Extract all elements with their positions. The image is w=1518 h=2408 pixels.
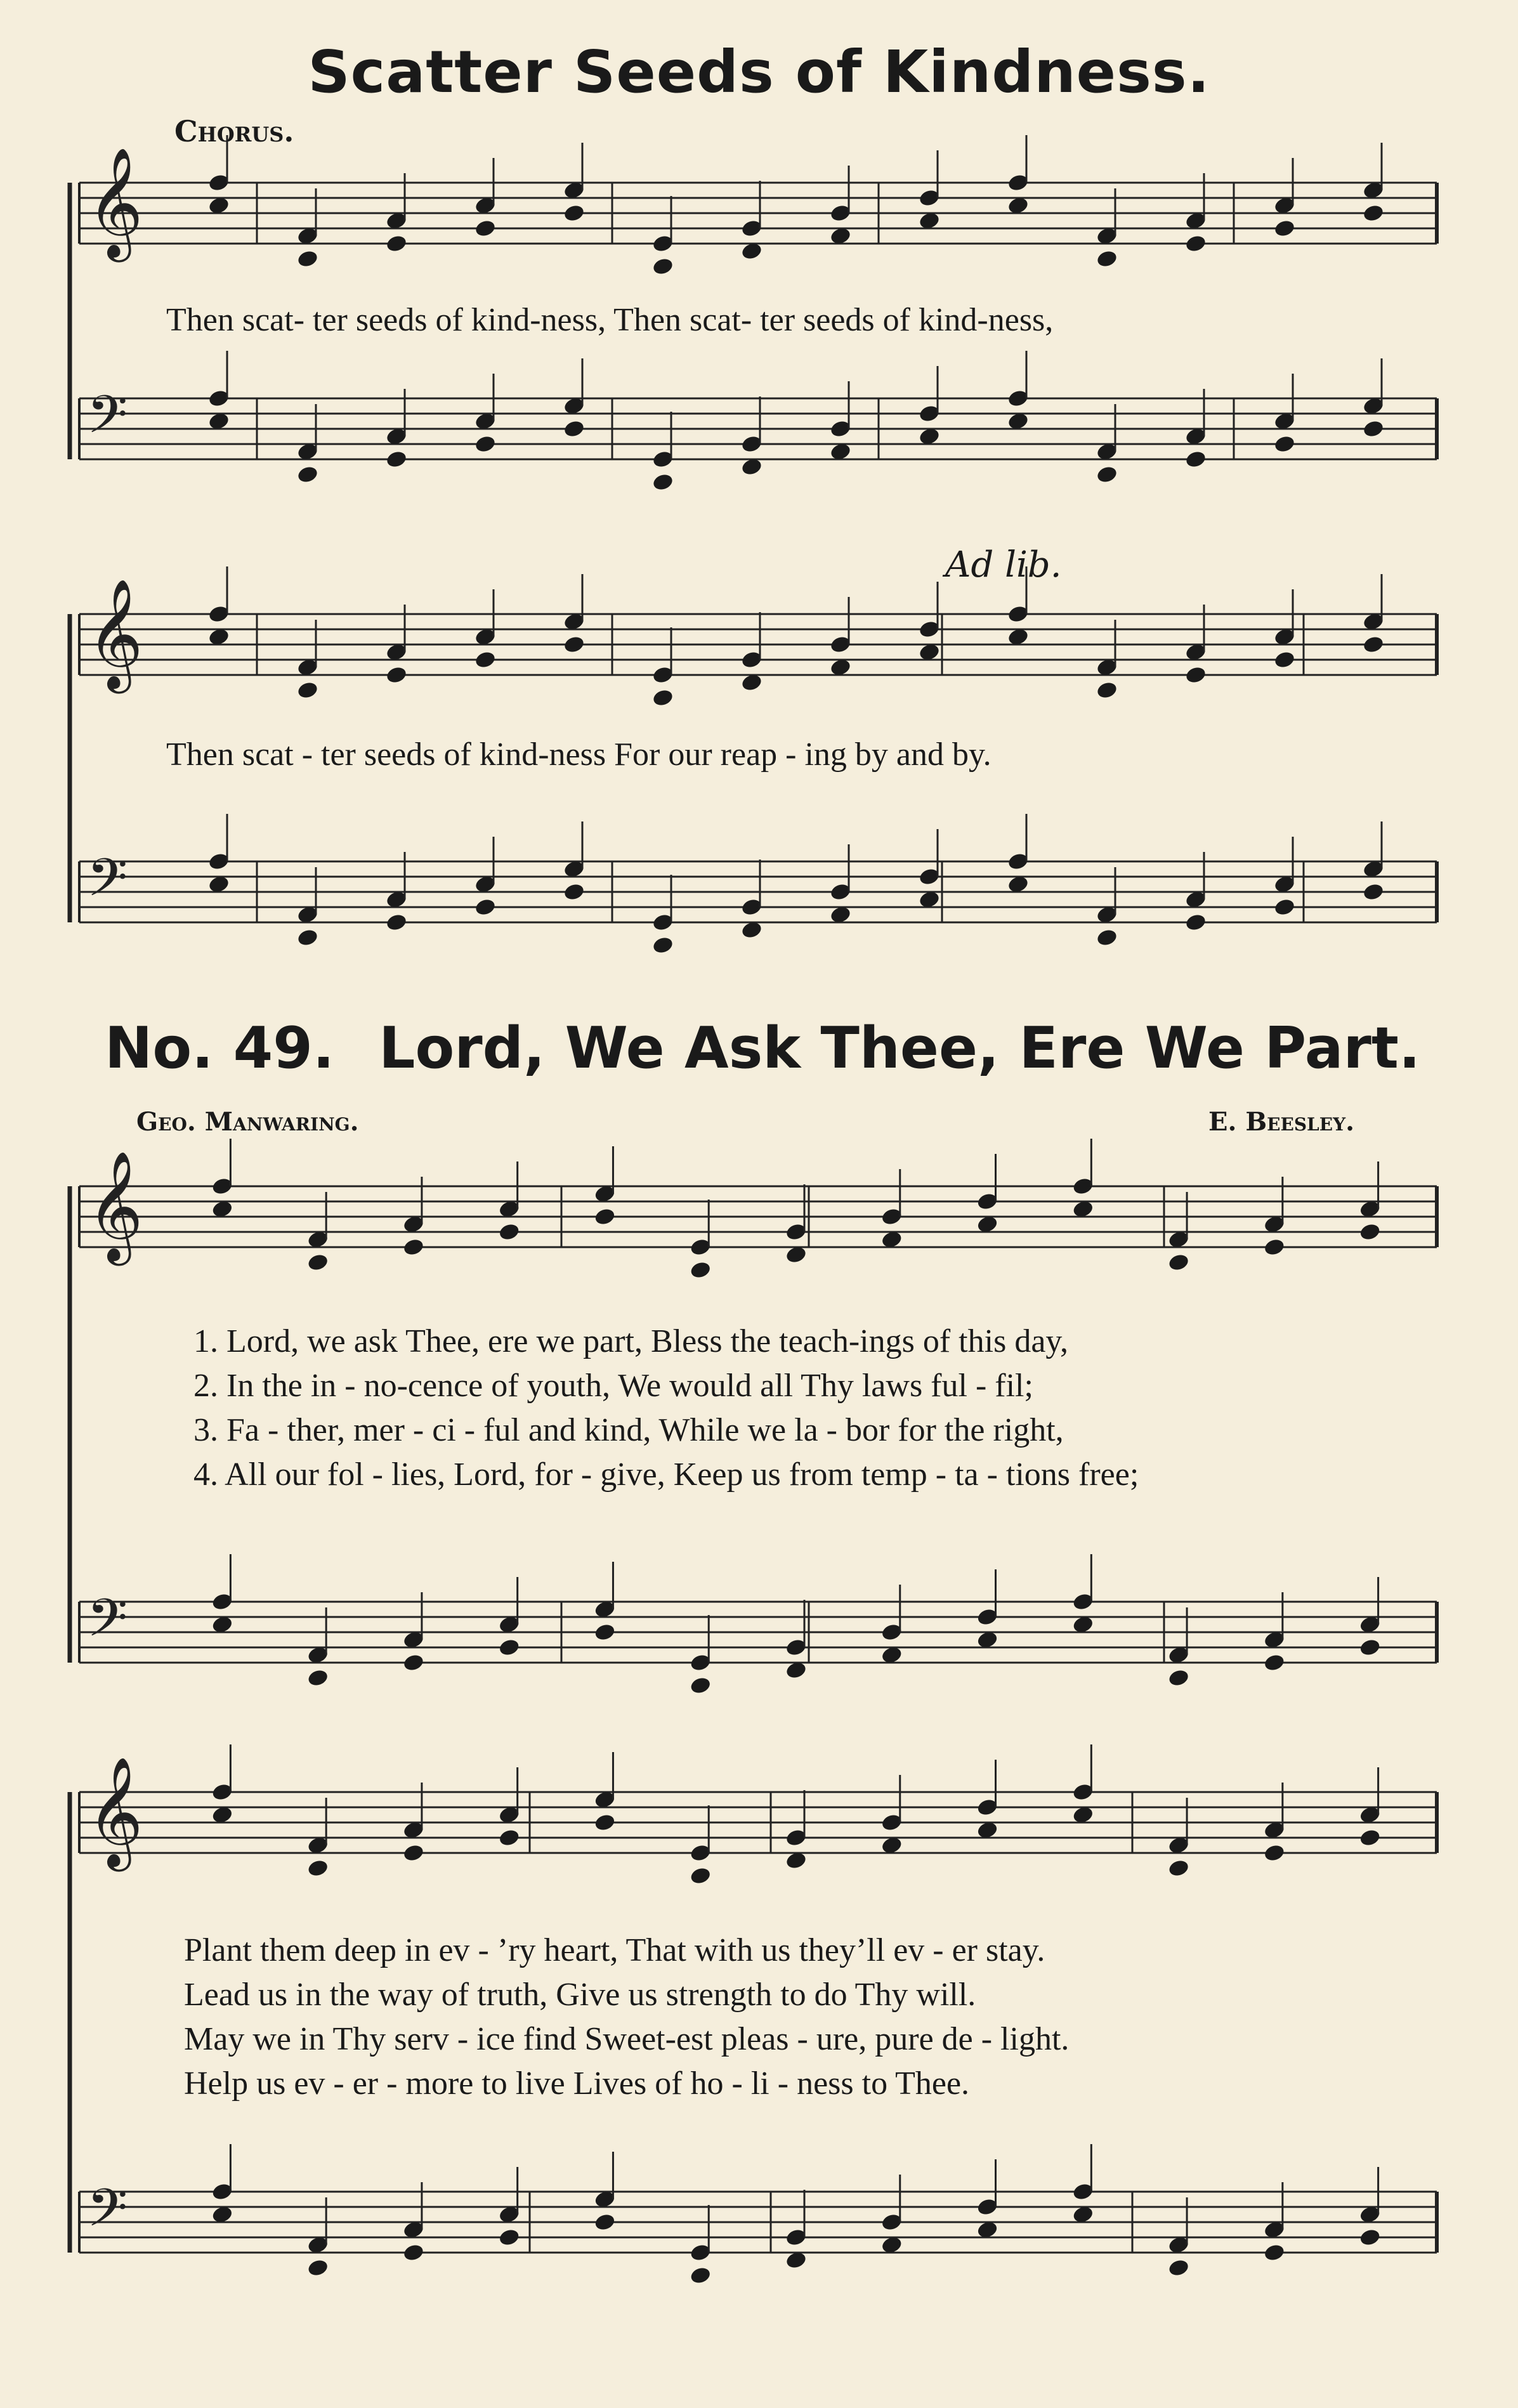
note-head xyxy=(498,1638,521,1658)
note-head xyxy=(563,635,586,655)
tempo-direction: Ad lib. xyxy=(945,544,1062,586)
note-head xyxy=(1359,1222,1382,1242)
note-head xyxy=(689,1260,712,1280)
note-head xyxy=(1263,1238,1286,1257)
verse-line: Plant them deep in ev - ’ry heart, That with us they’ll ev - er stay. xyxy=(184,1932,1045,1968)
bass-clef-icon: 𝄢 xyxy=(87,2177,128,2251)
note-head xyxy=(651,688,674,708)
note-head xyxy=(474,650,497,670)
note-head xyxy=(1096,681,1118,700)
note-head xyxy=(306,2258,329,2278)
note-head xyxy=(563,419,586,439)
verse-line: Lead us in the way of truth, Give us strength to do Thy will. xyxy=(184,1977,976,2013)
note-head xyxy=(1359,1828,1382,1848)
bass-clef-icon: 𝄢 xyxy=(87,847,128,921)
note-head xyxy=(1096,928,1118,948)
note-head xyxy=(689,2266,712,2286)
treble-clef-icon: 𝄞 xyxy=(87,1151,143,1261)
note-head xyxy=(1273,435,1296,454)
note-head xyxy=(1184,450,1207,469)
verse-line: Help us ev - er - more to live Lives of ho - li - ness to Thee. xyxy=(184,2065,970,2102)
note-head xyxy=(306,1668,329,1688)
note-head xyxy=(498,2228,521,2248)
note-head xyxy=(1362,419,1385,439)
note-head xyxy=(1184,913,1207,932)
verse-line: May we in Thy serv - ice find Sweet-est pleas - ure, pure de - light. xyxy=(184,2021,1070,2057)
note-head xyxy=(385,913,408,932)
bass-clef-icon: 𝄢 xyxy=(87,1587,128,1661)
verse-line: 3. Fa - ther, mer - ci - ful and kind, While we la - bor for the right, xyxy=(193,1412,1064,1448)
note-head xyxy=(689,1866,712,1886)
note-head xyxy=(306,1859,329,1878)
note-head xyxy=(296,681,319,700)
note-head xyxy=(1184,665,1207,685)
note-head xyxy=(1096,465,1118,485)
note-head xyxy=(1273,898,1296,917)
note-head xyxy=(1167,1859,1190,1878)
verse-line: 1. Lord, we ask Thee, ere we part, Bless the teach-ings of this day, xyxy=(193,1323,1069,1359)
note-head xyxy=(651,257,674,277)
note-head xyxy=(1359,2228,1382,2248)
note-head xyxy=(1263,1653,1286,1673)
verse-line: 2. In the in - no-cence of youth, We would all Thy laws ful - fil; xyxy=(193,1368,1033,1404)
note-head xyxy=(296,465,319,485)
note-head xyxy=(563,204,586,223)
note-head xyxy=(594,1623,617,1642)
note-head xyxy=(1167,2258,1190,2278)
note-head xyxy=(385,234,408,254)
note-head xyxy=(385,665,408,685)
note-head xyxy=(1359,1638,1382,1658)
note-head xyxy=(306,1253,329,1273)
note-head xyxy=(1167,1668,1190,1688)
hymn-number: No. 49. xyxy=(105,1015,335,1082)
note-head xyxy=(1362,882,1385,902)
treble-clef-icon: 𝄞 xyxy=(87,1757,143,1867)
note-head xyxy=(402,1653,425,1673)
lyric-line: Then scat - ter seeds of kind-ness For our reap - ing by and by. xyxy=(166,736,991,773)
note-head xyxy=(651,936,674,955)
note-head xyxy=(498,1222,521,1242)
note-head xyxy=(1096,249,1118,269)
note-head xyxy=(1167,1253,1190,1273)
bass-clef-icon: 𝄢 xyxy=(87,384,128,458)
note-head xyxy=(402,1843,425,1863)
song-title: Scatter Seeds of Kindness. xyxy=(308,38,1210,106)
note-head xyxy=(474,219,497,239)
note-head xyxy=(1184,234,1207,254)
composer: E. Beesley. xyxy=(1208,1107,1354,1137)
note-head xyxy=(651,473,674,492)
lyricist: Geo. Manwaring. xyxy=(136,1107,359,1137)
note-head xyxy=(474,435,497,454)
lyric-line: Then scat- ter seeds of kind-ness, Then scat- ter seeds of kind-ness, xyxy=(166,302,1054,338)
note-head xyxy=(1362,635,1385,655)
hymn-title: Lord, We Ask Thee, Ere We Part. xyxy=(379,1015,1421,1082)
note-head xyxy=(498,1828,521,1848)
section-label: Chorus. xyxy=(174,114,294,148)
note-head xyxy=(563,882,586,902)
note-head xyxy=(594,1813,617,1833)
note-head xyxy=(1273,650,1296,670)
note-head xyxy=(1263,2243,1286,2263)
note-head xyxy=(474,898,497,917)
note-head xyxy=(385,450,408,469)
note-head xyxy=(296,928,319,948)
note-head xyxy=(1273,219,1296,239)
verse-line: 4. All our fol - lies, Lord, for - give, Keep us from temp - ta - tions free; xyxy=(193,1456,1139,1493)
note-head xyxy=(594,2213,617,2232)
note-head xyxy=(402,2243,425,2263)
treble-clef-icon: 𝄞 xyxy=(87,147,143,258)
note-head xyxy=(1362,204,1385,223)
treble-clef-icon: 𝄞 xyxy=(87,579,143,689)
note-head xyxy=(402,1238,425,1257)
note-head xyxy=(689,1676,712,1696)
note-head xyxy=(1263,1843,1286,1863)
note-head xyxy=(296,249,319,269)
note-head xyxy=(594,1207,617,1227)
